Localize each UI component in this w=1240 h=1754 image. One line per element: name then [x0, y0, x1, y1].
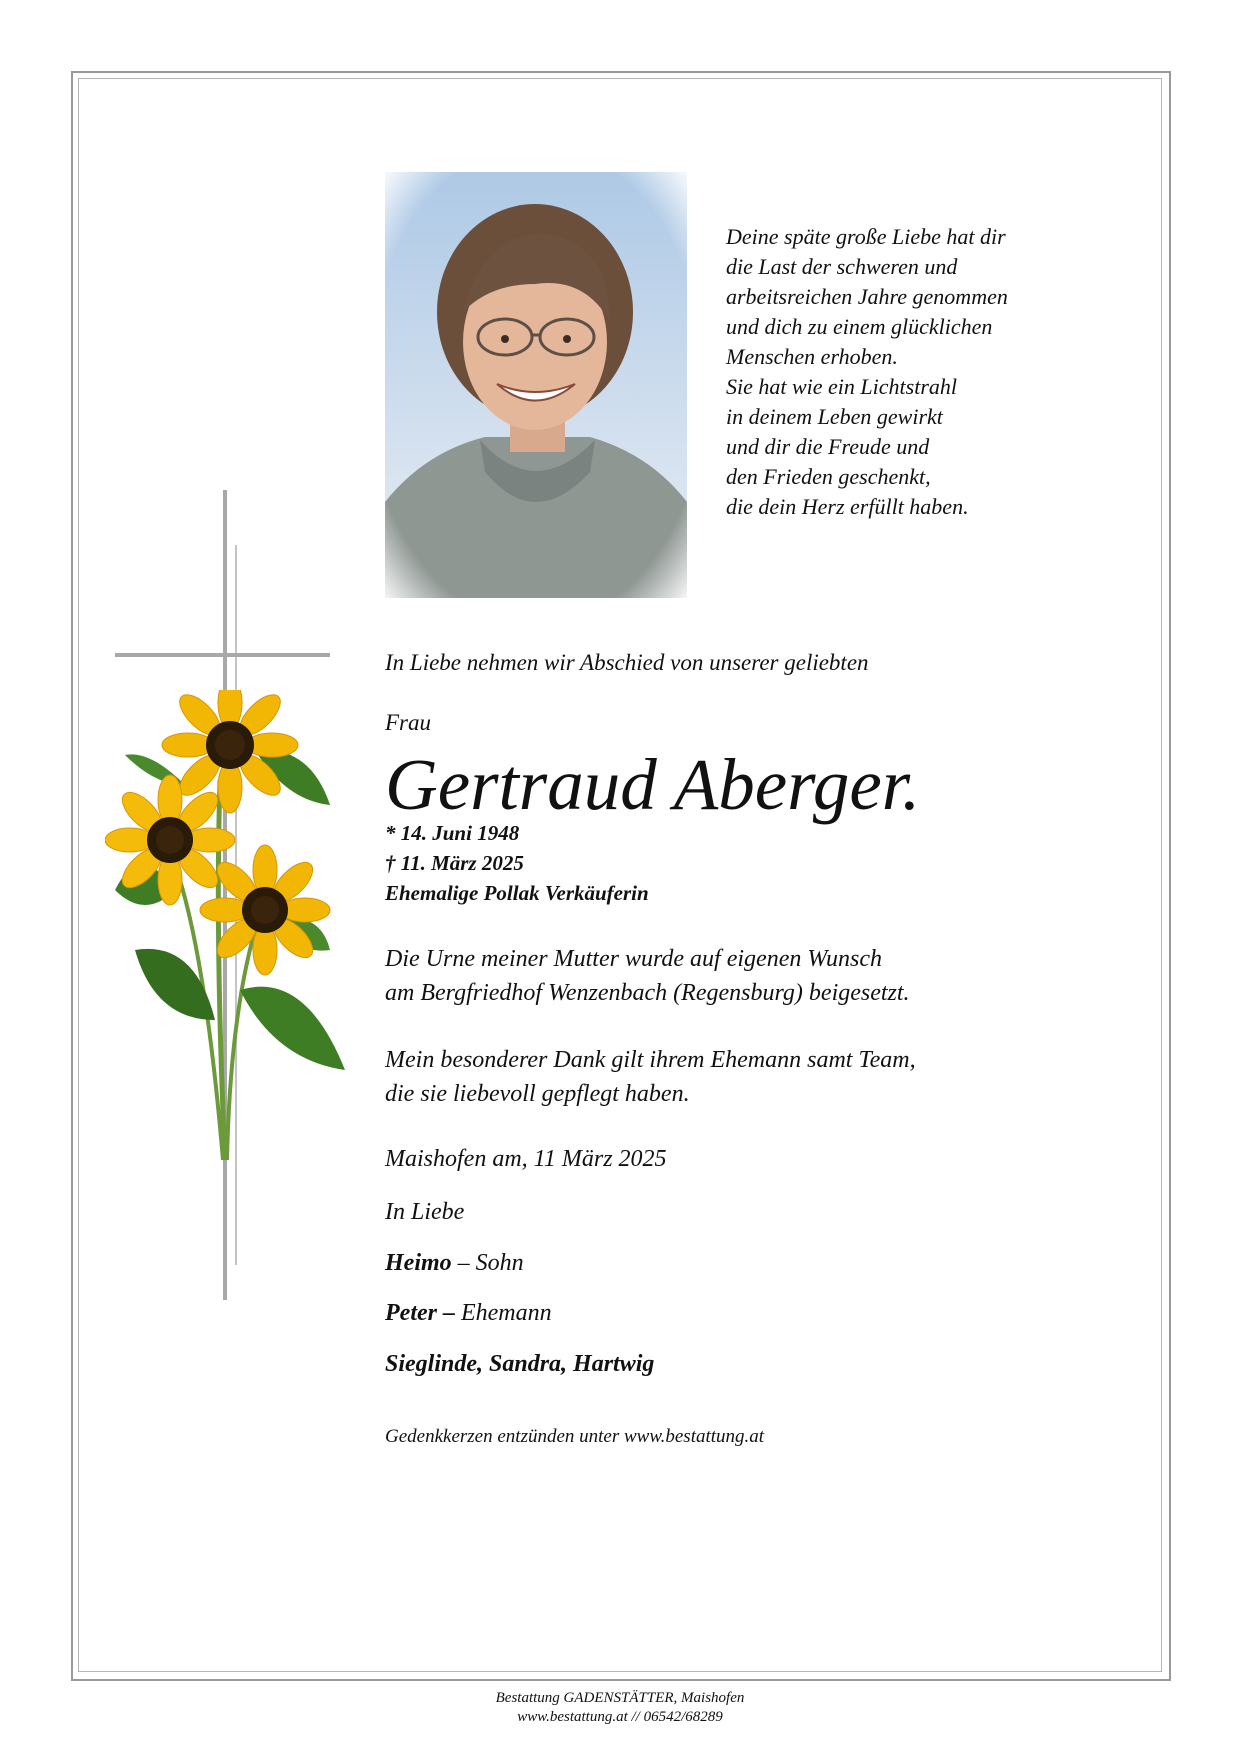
- poem-line: arbeitsreichen Jahre genommen: [726, 284, 1008, 309]
- paragraph-line: die sie liebevoll gepflegt haben.: [385, 1081, 690, 1107]
- poem-line: die dein Herz erfüllt haben.: [726, 494, 969, 519]
- poem-line: Sie hat wie ein Lichtstrahl: [726, 374, 957, 399]
- poem-line: Menschen erhoben.: [726, 344, 898, 369]
- burial-paragraph: [385, 942, 910, 1010]
- footer-company: Bestattung GADENSTÄTTER, Maishofen: [495, 1690, 745, 1706]
- paragraph-line: Die Urne meiner Mutter wurde auf eigenen Wunsch: [385, 946, 883, 972]
- poem-line: die Last der schweren und: [726, 254, 958, 279]
- death-date: † 11. März 2025: [385, 851, 524, 875]
- footer-contact: www.bestattung.at // 06542/68289: [517, 1709, 723, 1725]
- salutation: Frau: [385, 710, 431, 735]
- deceased-name: Gertraud Aberger.: [385, 744, 921, 825]
- family-member-name: Sieglinde, Sandra, Hartwig: [385, 1351, 655, 1377]
- birth-date: * 14. Juni 1948: [385, 821, 520, 845]
- family-member-name: Heimo: [385, 1250, 452, 1276]
- poem-line: und dir die Freude und: [726, 434, 930, 459]
- poem-line: den Frieden geschenkt,: [726, 464, 931, 489]
- thanks-paragraph: [385, 1043, 916, 1111]
- memorial-poem: [726, 222, 1106, 522]
- poem-line: Deine späte große Liebe hat dir: [726, 224, 1006, 249]
- paragraph-line: am Bergfriedhof Wenzenbach (Regensburg) beigesetzt.: [385, 980, 910, 1006]
- intro-text: In Liebe nehmen wir Abschied von unserer geliebten: [385, 650, 869, 675]
- occupation: Ehemalige Pollak Verkäuferin: [385, 881, 649, 905]
- family-member: [385, 1250, 524, 1277]
- portrait-photo: [385, 172, 687, 598]
- family-member-relation: Sohn: [475, 1250, 524, 1276]
- family-member: [385, 1300, 552, 1327]
- place-date: Maishofen am, 11 März 2025: [385, 1146, 667, 1172]
- sunflower-icon: [105, 690, 355, 1160]
- family-member-name: Peter –: [385, 1300, 455, 1326]
- family-member-relation: Ehemann: [460, 1300, 552, 1326]
- poem-line: in deinem Leben gewirkt: [726, 404, 943, 429]
- life-dates: [385, 818, 649, 908]
- paragraph-line: Mein besonderer Dank gilt ihrem Ehemann samt Team,: [385, 1047, 916, 1073]
- poem-line: und dich zu einem glücklichen: [726, 314, 993, 339]
- family-member: [385, 1351, 654, 1378]
- family-separator: –: [451, 1250, 476, 1276]
- in-love-line: In Liebe: [385, 1199, 465, 1225]
- funeral-home-footer: [0, 1689, 1240, 1727]
- candles-link-note: Gedenkkerzen entzünden unter www.bestattung.at: [385, 1426, 765, 1447]
